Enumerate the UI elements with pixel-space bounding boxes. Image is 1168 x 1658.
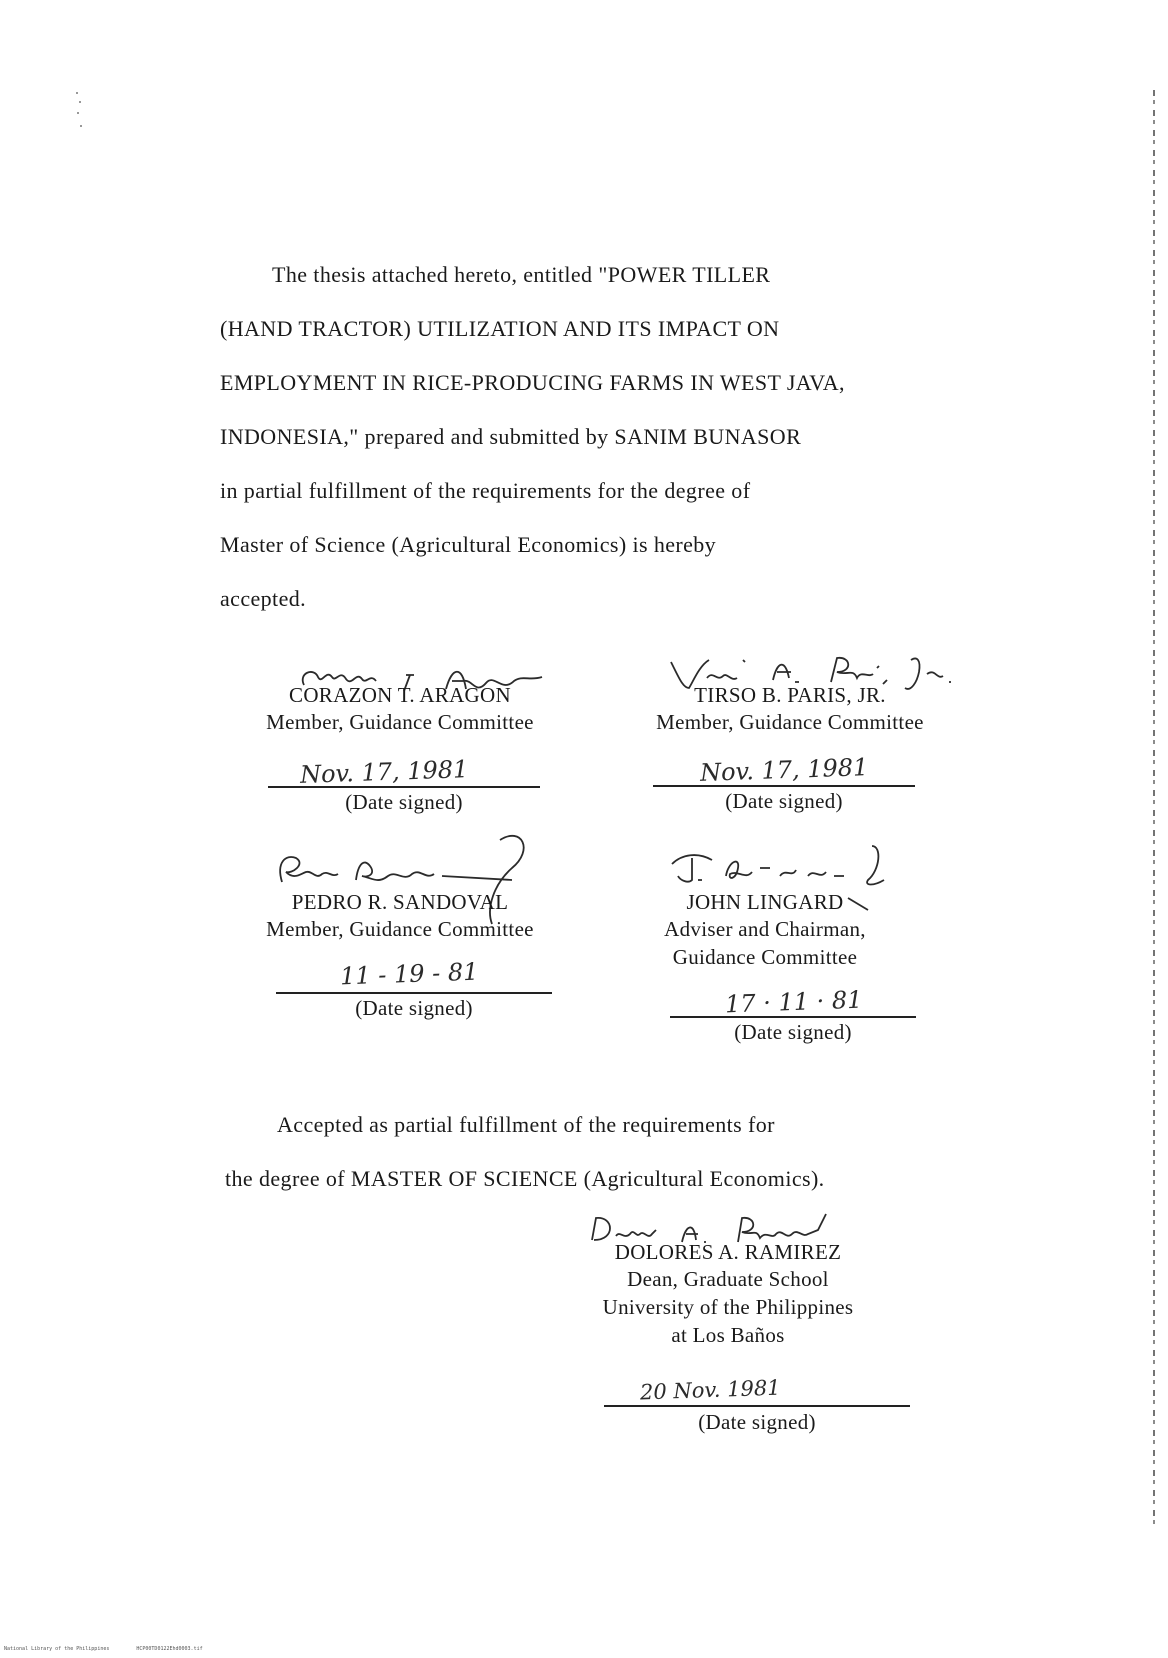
sandoval-block — [210, 890, 590, 943]
sandoval-date-handwritten: 11 - 19 - 81 — [339, 957, 479, 991]
paragraph1-line-3: EMPLOYMENT IN RICE-PRODUCING FARMS IN WEST JAVA, — [220, 370, 845, 395]
sandoval-date-caption: (Date signed) — [355, 996, 473, 1020]
dean-role-line-3: at Los Baños — [671, 1323, 785, 1347]
paragraph2-line-2: the degree of MASTER OF SCIENCE (Agricultural Economics). — [225, 1166, 825, 1191]
lingard-name: JOHN LINGARD — [686, 890, 844, 914]
lingard-date-caption: (Date signed) — [734, 1020, 852, 1044]
scan-footer — [4, 1646, 227, 1652]
lingard-date-handwritten: 17 · 11 · 81 — [724, 985, 863, 1019]
aragon-name: CORAZON T. ARAGON — [289, 683, 511, 707]
lingard-role-line-2: Guidance Committee — [672, 945, 858, 969]
lingard-role-line-1: Adviser and Chairman, — [664, 917, 866, 941]
lingard-date-line — [670, 1016, 916, 1018]
scan-edge-line — [1153, 90, 1155, 1530]
paragraph1-line-5: in partial fulfillment of the requirements for the degree of — [220, 478, 751, 503]
footer-file-ref: HCP00TD0122Ehd0003.tif — [136, 1646, 203, 1652]
paris-date-handwritten: Nov. 17, 1981 — [699, 753, 869, 787]
dean-block — [548, 1240, 908, 1349]
dean-role-line-2: University of the Philippines — [602, 1295, 854, 1319]
lingard-block — [615, 890, 915, 971]
paragraph2-line-1: Accepted as partial fulfillment of the requirements for — [277, 1112, 775, 1137]
dean-role-line-1: Dean, Graduate School — [627, 1267, 829, 1291]
sandoval-name: PEDRO R. SANDOVAL — [291, 890, 509, 914]
paris-date-line — [653, 785, 915, 787]
sandoval-role: Member, Guidance Committee — [266, 917, 534, 941]
dean-date-handwritten: 20 Nov. 1981 — [639, 1375, 781, 1405]
aragon-role: Member, Guidance Committee — [266, 710, 534, 734]
dean-date-caption: (Date signed) — [698, 1410, 816, 1434]
dean-date-line — [604, 1405, 910, 1407]
dean-name: DOLORES A. RAMIREZ — [614, 1240, 842, 1264]
paragraph1-line-7: accepted. — [220, 586, 307, 611]
paris-name: TIRSO B. PARIS, JR. — [694, 683, 886, 707]
footer-library: National Library of the Philippines — [4, 1646, 110, 1652]
aragon-block — [210, 683, 590, 736]
paragraph1-line-6: Master of Science (Agricultural Economics) is hereby — [220, 532, 717, 557]
paragraph1-line-4: INDONESIA," prepared and submitted by SANIM BUNASOR — [220, 424, 802, 449]
aragon-date-line — [268, 786, 540, 788]
sandoval-date-line — [276, 992, 552, 994]
scan-specks — [76, 92, 82, 132]
paris-role: Member, Guidance Committee — [656, 710, 924, 734]
paragraph1-line-1: The thesis attached hereto, entitled "POWER TILLER — [272, 262, 771, 287]
aragon-date-caption: (Date signed) — [345, 790, 463, 814]
paris-date-caption: (Date signed) — [725, 789, 843, 813]
aragon-date-handwritten: Nov. 17, 1981 — [299, 755, 469, 789]
paragraph1-line-2: (HAND TRACTOR) UTILIZATION AND ITS IMPACT ON — [220, 316, 780, 341]
paris-block — [595, 683, 985, 736]
